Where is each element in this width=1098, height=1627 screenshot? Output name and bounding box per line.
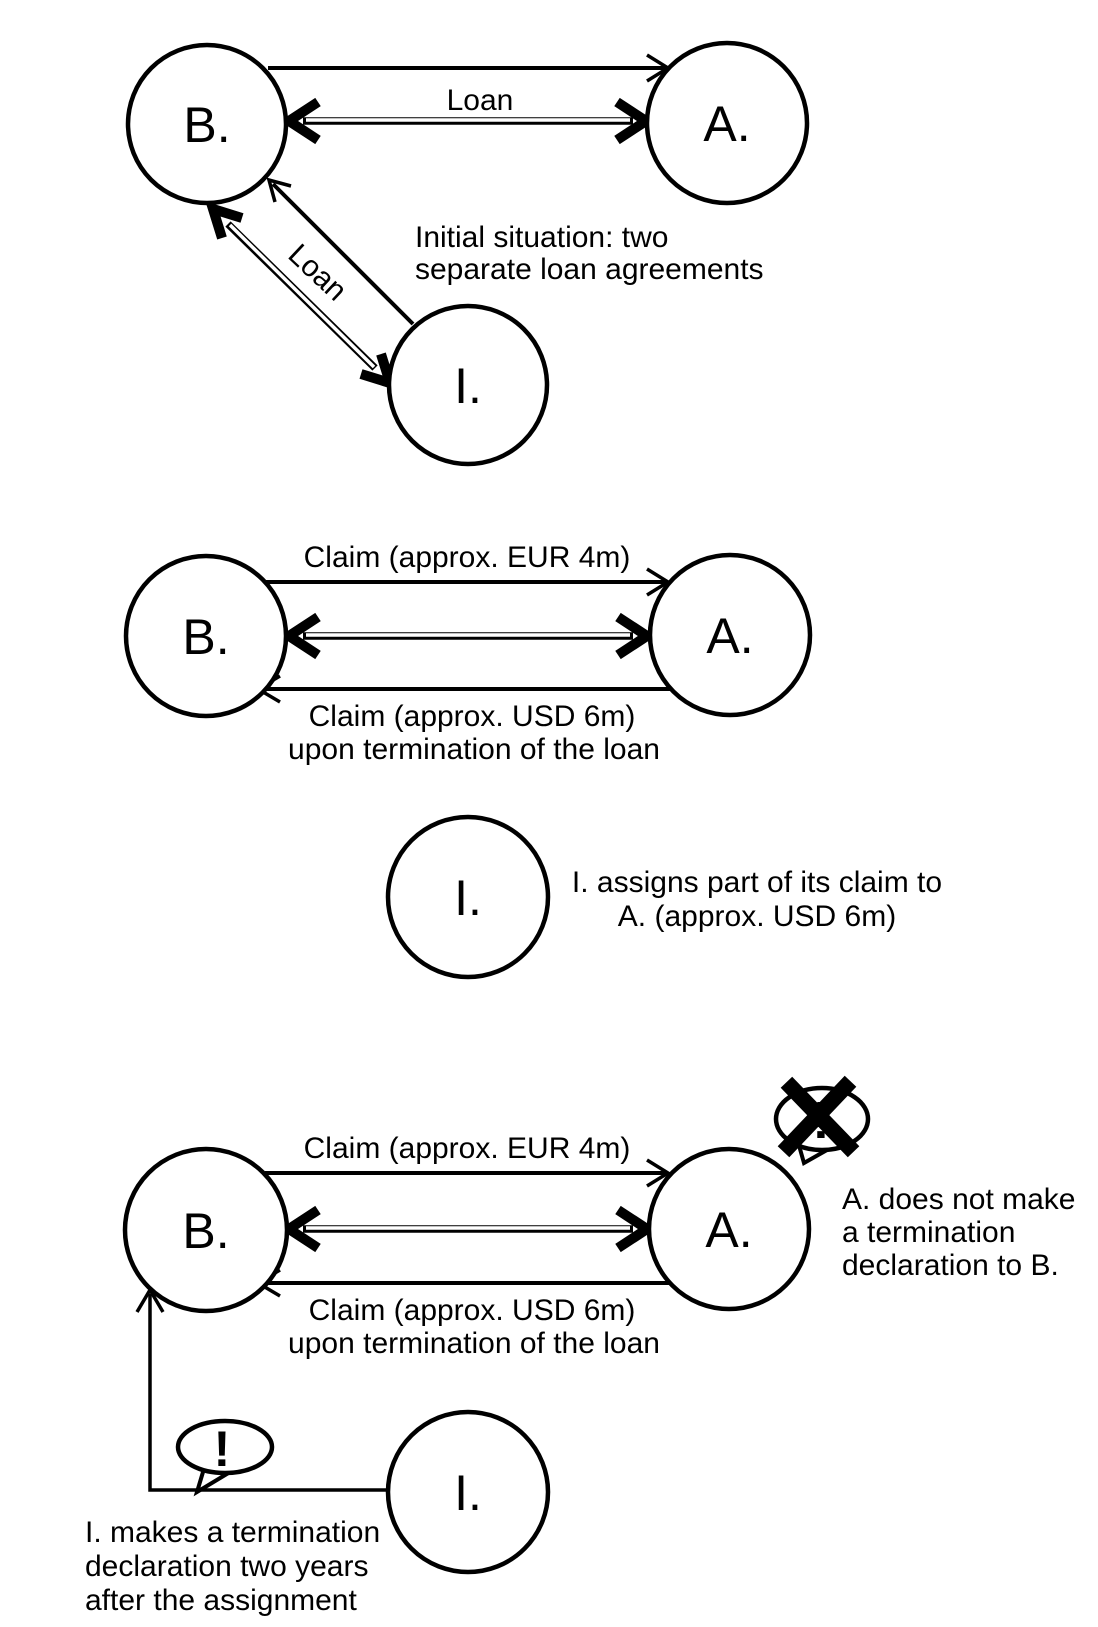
blocked-speech-bubble bbox=[776, 1087, 868, 1163]
exclamation-mark: ! bbox=[213, 1421, 231, 1477]
a-no-termination-line2: a termination bbox=[842, 1216, 1016, 1249]
node-a-assignment-label: A. bbox=[706, 608, 754, 664]
node-i-assignment-label: I. bbox=[454, 870, 482, 926]
initial-caption-line2: separate loan agreements bbox=[415, 253, 764, 286]
node-i-termination-label: I. bbox=[454, 1465, 482, 1521]
i-termination-caption bbox=[85, 1516, 380, 1618]
a-no-termination-line1: A. does not make bbox=[842, 1183, 1076, 1216]
initial-caption bbox=[415, 222, 764, 286]
assignment-caption-line1: I. assigns part of its claim to bbox=[571, 866, 943, 899]
termination-claim-eur-label: Claim (approx. EUR 4m) bbox=[303, 1132, 631, 1165]
initial-caption-line1: Initial situation: two bbox=[415, 221, 669, 254]
termination-claim-usd-arrow-a-to-b bbox=[258, 1270, 672, 1296]
claim-eur-label: Claim (approx. EUR 4m) bbox=[303, 541, 631, 574]
termination-claim-usd-label: Claim (approx. USD 6m) bbox=[308, 1294, 636, 1327]
i-termination-line2: declaration two years bbox=[85, 1550, 369, 1583]
i-termination-line1: I. makes a termination bbox=[85, 1516, 381, 1549]
i-termination-line3: after the assignment bbox=[85, 1584, 357, 1617]
claims-double-arrow-b-a bbox=[289, 617, 647, 655]
loan-label-top: Loan bbox=[446, 84, 514, 117]
loan-label-diagonal: Loan bbox=[281, 237, 354, 308]
node-a-termination-label: A. bbox=[705, 1202, 753, 1258]
node-b-initial-label: B. bbox=[183, 97, 231, 153]
a-no-termination-line3: declaration to B. bbox=[842, 1249, 1059, 1282]
termination-speech-bubble bbox=[178, 1421, 272, 1492]
assignment-caption bbox=[572, 866, 942, 934]
node-b-termination-label: B. bbox=[182, 1203, 230, 1259]
initial-loan-arrow-b-to-a bbox=[268, 55, 668, 81]
exclamation-mark: ! bbox=[812, 1092, 830, 1150]
claim-usd-label: Claim (approx. USD 6m) bbox=[308, 700, 636, 733]
node-i-initial-label: I. bbox=[454, 358, 482, 414]
assignment-caption-line2: A. (approx. USD 6m) bbox=[617, 900, 897, 933]
claim-usd-arrow-a-to-b bbox=[258, 676, 672, 702]
node-b-assignment-label: B. bbox=[182, 609, 230, 665]
initial-double-arrow-b-i bbox=[213, 209, 390, 383]
node-a-initial-label: A. bbox=[703, 96, 751, 152]
claim-usd-note: upon termination of the loan bbox=[288, 733, 660, 766]
termination-claim-usd-note: upon termination of the loan bbox=[288, 1327, 660, 1360]
a-no-termination-caption bbox=[842, 1183, 1075, 1282]
termination-double-arrow-b-a bbox=[289, 1210, 647, 1248]
